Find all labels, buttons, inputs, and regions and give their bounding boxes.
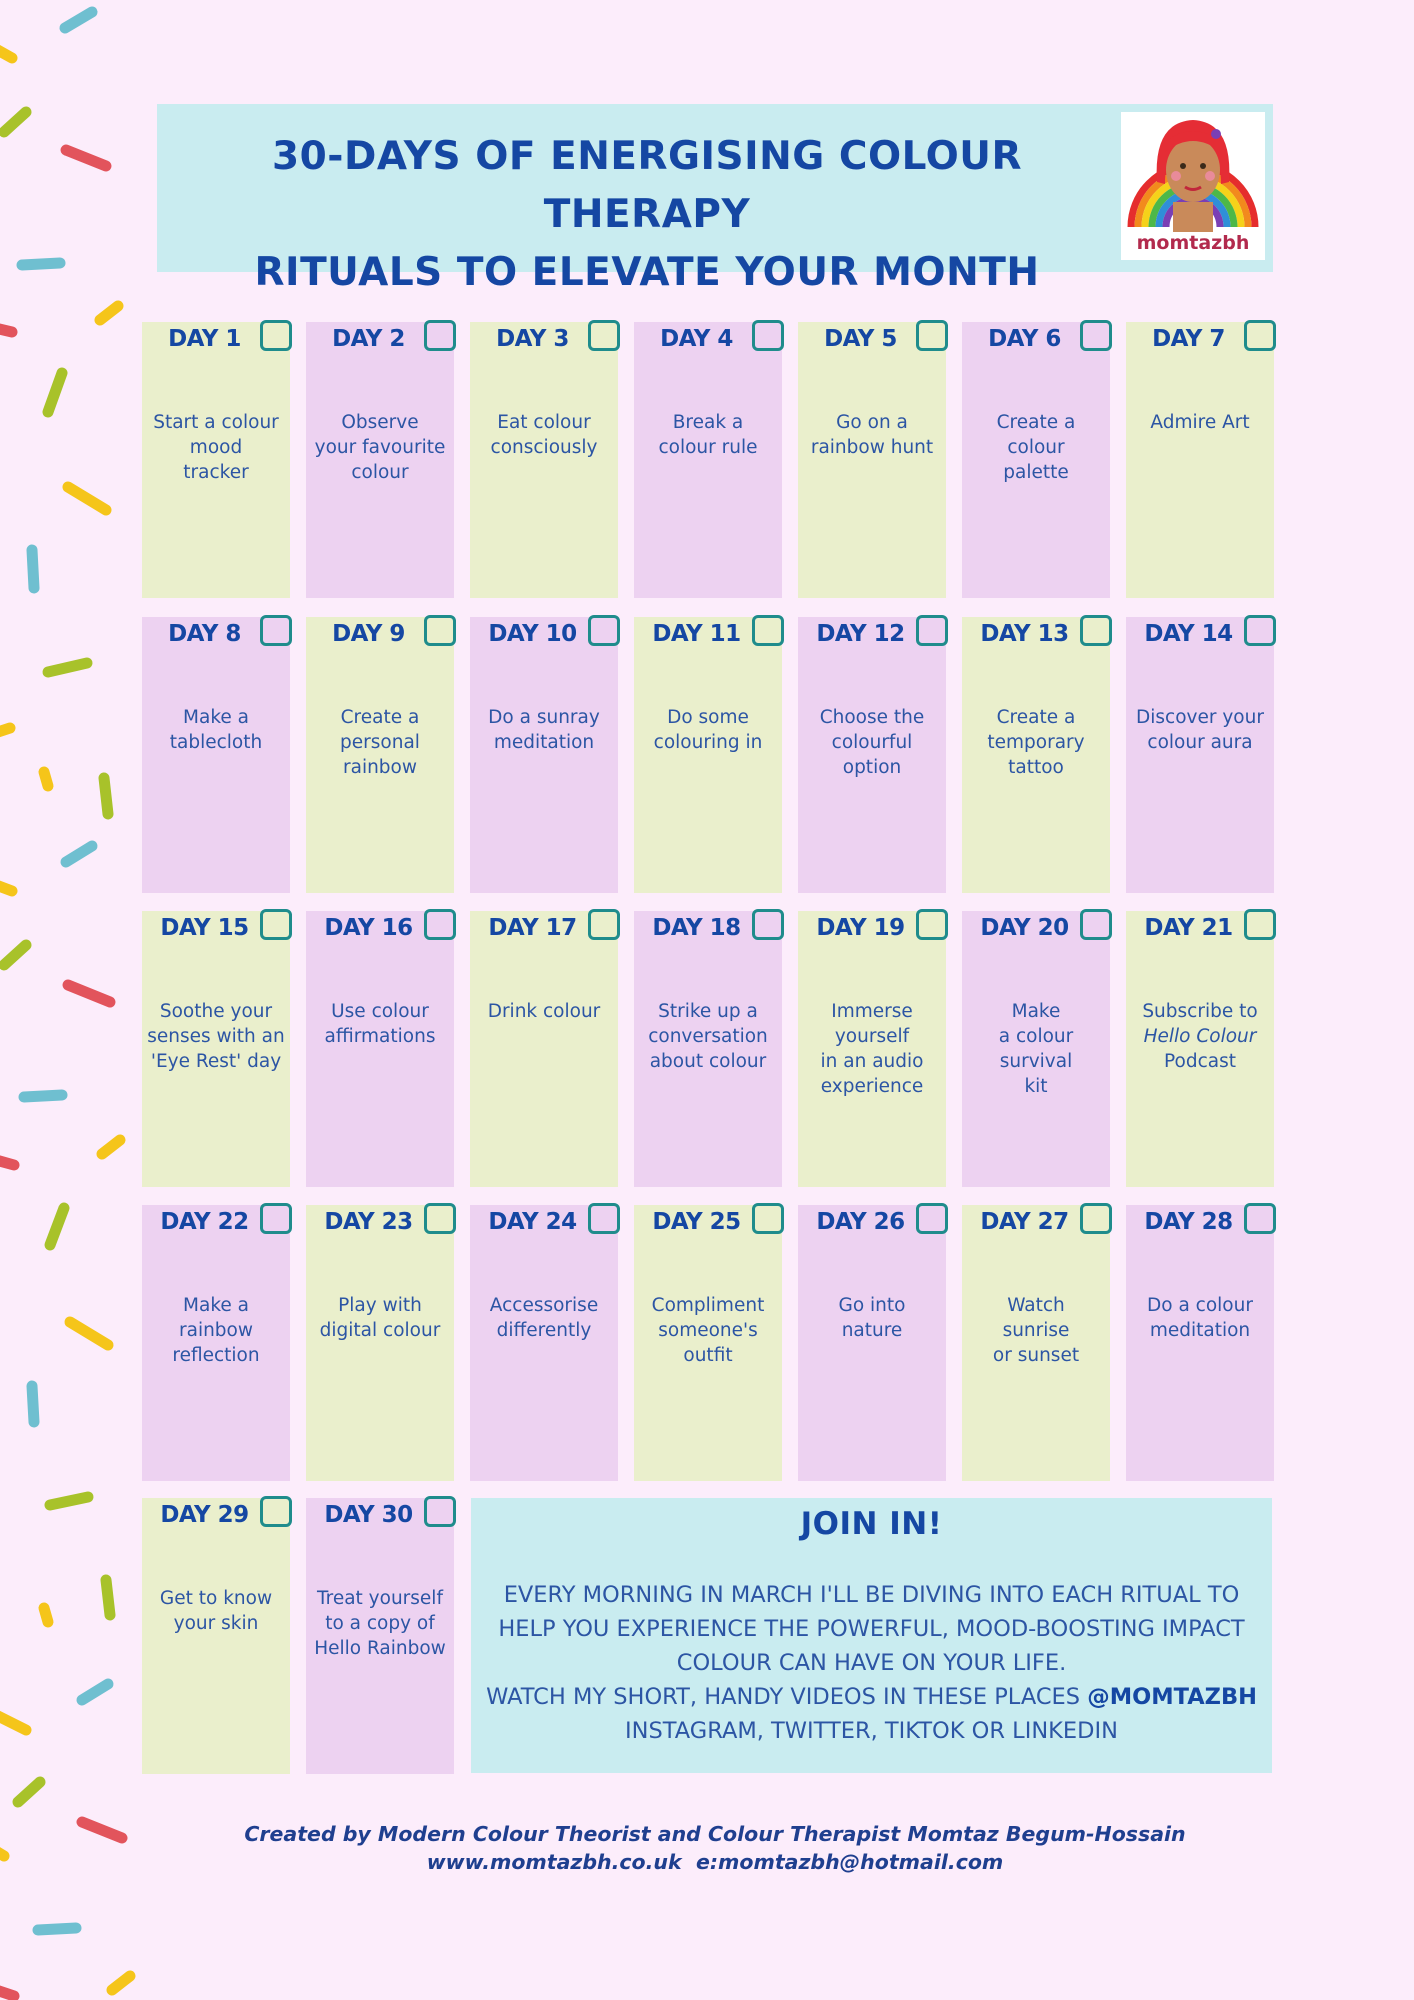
day-label: DAY 25 xyxy=(652,1209,741,1235)
day-task: Accessorise differently xyxy=(489,1295,599,1341)
join-line-4-text: WATCH MY SHORT, HANDY VIDEOS IN THESE PLACES xyxy=(486,1684,1081,1710)
day-card xyxy=(306,911,454,1187)
footer-credits xyxy=(157,1820,1273,1876)
day-task: Get to know your skin xyxy=(159,1588,273,1634)
day-checkbox[interactable] xyxy=(1080,1203,1112,1234)
day-card xyxy=(470,911,618,1187)
day-card xyxy=(1126,322,1274,598)
footer-credit-line: Created by Modern Colour Theorist and Colour Therapist Momtaz Begum-Hossain xyxy=(244,1822,1186,1846)
day-label: DAY 24 xyxy=(488,1209,577,1235)
join-line-5: INSTAGRAM, TWITTER, TIKTOK OR LINKEDIN xyxy=(625,1718,1118,1744)
day-checkbox[interactable] xyxy=(1244,909,1276,940)
day-card xyxy=(142,322,290,598)
day-label: DAY 26 xyxy=(816,1209,905,1235)
day-label: DAY 23 xyxy=(324,1209,413,1235)
day-label: DAY 19 xyxy=(816,915,905,941)
join-body xyxy=(471,1578,1272,1748)
day-label: DAY 20 xyxy=(980,915,1069,941)
day-checkbox[interactable] xyxy=(752,320,784,351)
day-label: DAY 28 xyxy=(1144,1209,1233,1235)
day-task: Admire Art xyxy=(1150,412,1250,433)
email-link[interactable]: e:momtazbh@hotmail.com xyxy=(695,1850,1004,1874)
join-line-4 xyxy=(471,1680,1272,1714)
day-label: DAY 30 xyxy=(324,1502,413,1528)
day-card xyxy=(306,1498,454,1774)
day-checkbox[interactable] xyxy=(916,320,948,351)
day-checkbox[interactable] xyxy=(588,909,620,940)
day-card xyxy=(470,322,618,598)
day-card xyxy=(142,617,290,893)
day-card xyxy=(1126,617,1274,893)
day-task: Subscribe to Hello Colour Podcast xyxy=(1142,1001,1258,1072)
day-task: Compliment someone's outfit xyxy=(651,1295,765,1366)
day-label: DAY 9 xyxy=(332,621,405,647)
day-card xyxy=(142,911,290,1187)
day-task: Eat colour consciously xyxy=(490,412,598,458)
day-task: Soothe your senses with an 'Eye Rest' day xyxy=(147,1001,285,1072)
day-task: Discover your colour aura xyxy=(1136,707,1264,753)
day-task: Make a tablecloth xyxy=(169,707,263,753)
day-card xyxy=(470,1205,618,1481)
day-card xyxy=(798,617,946,893)
day-task: Go into nature xyxy=(838,1295,906,1341)
day-label: DAY 22 xyxy=(160,1209,249,1235)
day-checkbox[interactable] xyxy=(424,615,456,646)
day-label: DAY 11 xyxy=(652,621,741,647)
join-in-panel xyxy=(471,1498,1272,1773)
day-checkbox[interactable] xyxy=(916,615,948,646)
join-line-3: COLOUR CAN HAVE ON YOUR LIFE. xyxy=(676,1650,1067,1676)
day-label: DAY 14 xyxy=(1144,621,1233,647)
day-checkbox[interactable] xyxy=(1244,320,1276,351)
day-card xyxy=(798,1205,946,1481)
day-task: Play with digital colour xyxy=(319,1295,441,1341)
day-card xyxy=(1126,911,1274,1187)
day-checkbox[interactable] xyxy=(1080,615,1112,646)
day-task: Break a colour rule xyxy=(658,412,758,458)
join-line-2: HELP YOU EXPERIENCE THE POWERFUL, MOOD-BOOSTING IMPACT xyxy=(498,1616,1245,1642)
day-checkbox[interactable] xyxy=(260,1203,292,1234)
day-card xyxy=(962,322,1110,598)
day-task: Use colour affirmations xyxy=(324,1001,436,1047)
day-task: Strike up a conversation about colour xyxy=(648,1001,768,1072)
day-card xyxy=(962,617,1110,893)
day-card xyxy=(306,1205,454,1481)
day-card xyxy=(634,617,782,893)
day-task: Observe your favourite colour xyxy=(314,412,446,483)
day-label: DAY 18 xyxy=(652,915,741,941)
join-title: JOIN IN! xyxy=(800,1506,943,1542)
day-label: DAY 1 xyxy=(168,326,241,352)
day-checkbox[interactable] xyxy=(260,1496,292,1527)
website-link[interactable]: www.momtazbh.co.uk xyxy=(426,1850,682,1874)
day-card xyxy=(634,911,782,1187)
day-checkbox[interactable] xyxy=(424,1203,456,1234)
day-checkbox[interactable] xyxy=(752,615,784,646)
day-label: DAY 10 xyxy=(488,621,577,647)
day-label: DAY 27 xyxy=(980,1209,1069,1235)
day-label: DAY 16 xyxy=(324,915,413,941)
day-checkbox[interactable] xyxy=(1080,909,1112,940)
day-label: DAY 12 xyxy=(816,621,905,647)
day-checkbox[interactable] xyxy=(588,1203,620,1234)
day-task: Make a colour survival kit xyxy=(998,1001,1074,1097)
day-label: DAY 8 xyxy=(168,621,241,647)
day-task: Choose the colourful option xyxy=(819,707,925,778)
day-label: DAY 21 xyxy=(1144,915,1233,941)
day-label: DAY 15 xyxy=(160,915,249,941)
day-task: Go on a rainbow hunt xyxy=(810,412,934,458)
day-card xyxy=(634,322,782,598)
day-task: Drink colour xyxy=(487,1001,601,1022)
day-label: DAY 29 xyxy=(160,1502,249,1528)
day-card xyxy=(306,322,454,598)
day-card xyxy=(798,322,946,598)
day-label: DAY 17 xyxy=(488,915,577,941)
day-checkbox[interactable] xyxy=(752,1203,784,1234)
day-card xyxy=(142,1205,290,1481)
brand-logo xyxy=(1121,112,1265,260)
day-checkbox[interactable] xyxy=(260,615,292,646)
day-card xyxy=(142,1498,290,1774)
header-banner xyxy=(157,104,1273,295)
day-card xyxy=(306,617,454,893)
day-checkbox[interactable] xyxy=(424,1496,456,1527)
day-label: DAY 5 xyxy=(824,326,897,352)
day-task: Do a sunray meditation xyxy=(488,707,600,753)
day-card xyxy=(1126,1205,1274,1481)
day-checkbox[interactable] xyxy=(916,1203,948,1234)
day-task: Watch sunrise or sunset xyxy=(992,1295,1080,1366)
day-label: DAY 13 xyxy=(980,621,1069,647)
day-card xyxy=(798,911,946,1187)
day-card xyxy=(962,911,1110,1187)
day-label: DAY 6 xyxy=(988,326,1061,352)
day-label: DAY 4 xyxy=(660,326,733,352)
title-line-2: RITUALS TO ELEVATE YOUR MONTH xyxy=(254,250,1040,295)
day-task: Immerse yourself in an audio experience xyxy=(820,1001,924,1097)
social-handle: @MOMTAZBH xyxy=(1087,1684,1257,1710)
day-checkbox[interactable] xyxy=(752,909,784,940)
day-task: Do a colour meditation xyxy=(1147,1295,1253,1341)
podcast-title: Hello Colour xyxy=(1143,1026,1257,1047)
day-task: Do some colouring in xyxy=(653,707,763,753)
footer-contact-line xyxy=(157,1848,1273,1876)
day-checkbox[interactable] xyxy=(260,320,292,351)
day-label: DAY 3 xyxy=(496,326,569,352)
day-task: Create a colour palette xyxy=(996,412,1076,483)
day-checkbox[interactable] xyxy=(1244,1203,1276,1234)
day-card xyxy=(470,617,618,893)
day-checkbox[interactable] xyxy=(588,615,620,646)
logo-wordmark: momtazbh xyxy=(1136,232,1250,254)
day-card xyxy=(634,1205,782,1481)
join-line-1: EVERY MORNING IN MARCH I'LL BE DIVING INTO EACH RITUAL TO xyxy=(503,1582,1240,1608)
day-task: Start a colour mood tracker xyxy=(153,412,279,483)
day-task: Treat yourself to a copy of Hello Rainbow xyxy=(314,1588,446,1659)
day-checkbox[interactable] xyxy=(1080,320,1112,351)
day-label: DAY 7 xyxy=(1152,326,1225,352)
page-title xyxy=(217,128,1077,302)
title-line-1: 30-DAYS OF ENERGISING COLOUR THERAPY xyxy=(272,134,1022,237)
day-checkbox[interactable] xyxy=(260,909,292,940)
day-checkbox[interactable] xyxy=(588,320,620,351)
day-checkbox[interactable] xyxy=(1244,615,1276,646)
day-checkbox[interactable] xyxy=(916,909,948,940)
day-checkbox[interactable] xyxy=(424,320,456,351)
day-card xyxy=(962,1205,1110,1481)
day-task: Make a rainbow reflection xyxy=(172,1295,260,1366)
day-label: DAY 2 xyxy=(332,326,405,352)
day-checkbox[interactable] xyxy=(424,909,456,940)
day-task: Create a temporary tattoo xyxy=(987,707,1085,778)
day-task: Create a personal rainbow xyxy=(340,707,420,778)
